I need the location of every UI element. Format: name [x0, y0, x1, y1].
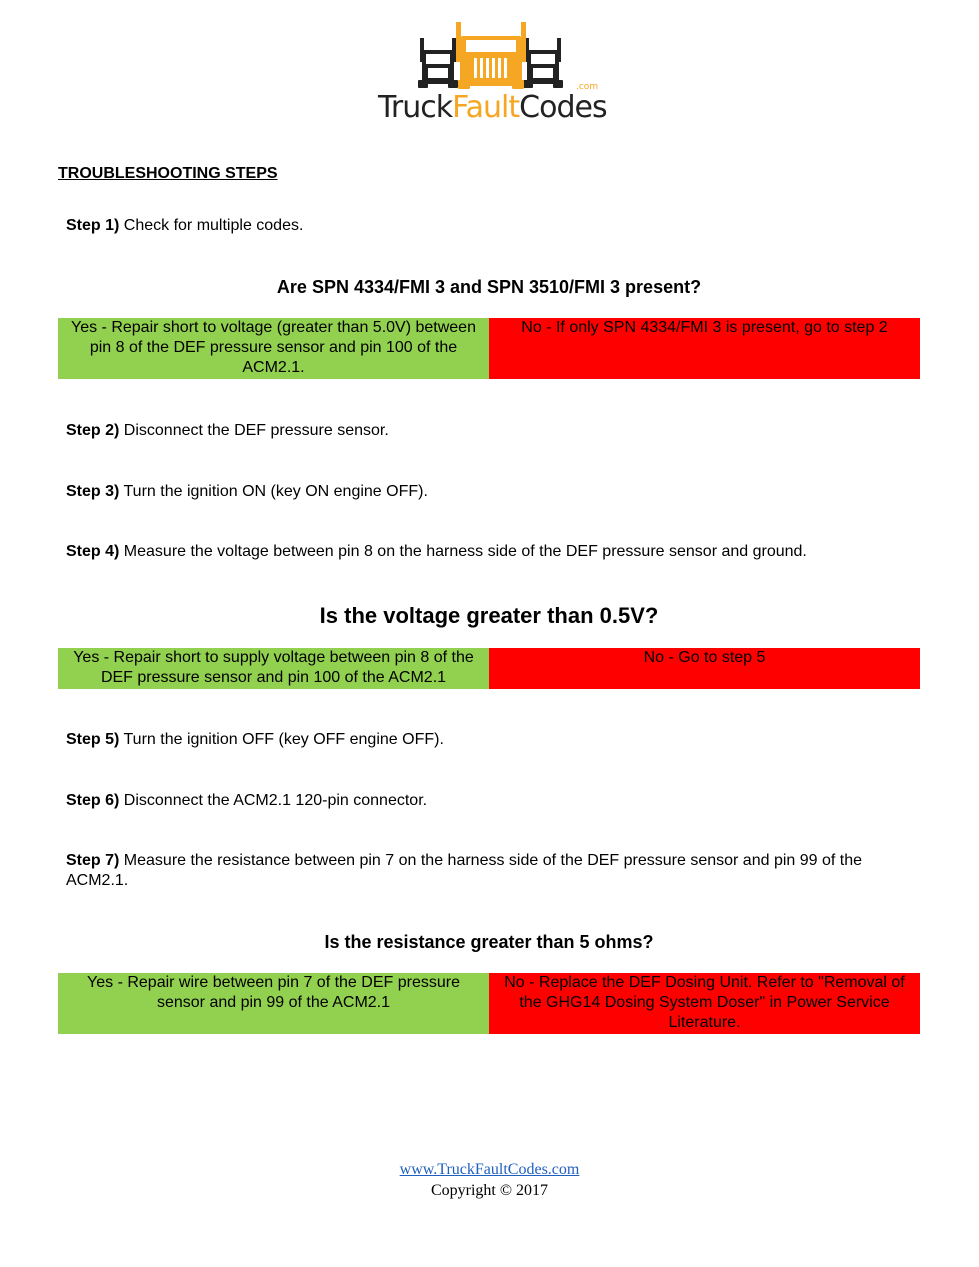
answer-no-3: No - Replace the DEF Dosing Unit. Refer to "Removal of the GHG14 Dosing System Doser" in Power Service Literature.	[489, 973, 920, 1034]
step-2: Step 2) Disconnect the DEF pressure sensor.	[66, 422, 389, 439]
step-4: Step 4) Measure the voltage between pin 8 on the harness side of the DEF pressure sensor and ground.	[66, 543, 807, 560]
logo-wordmark: TruckFaultCodes	[378, 90, 607, 125]
question-2: Is the voltage greater than 0.5V?	[319, 603, 659, 628]
answer-no-2: No - Go to step 5	[489, 648, 920, 689]
answer-yes-2: Yes - Repair short to supply voltage between pin 8 of the DEF pressure sensor and pin 100 of the ACM2.1	[58, 648, 489, 689]
step-6: Step 6) Disconnect the ACM2.1 120-pin connector.	[66, 792, 428, 809]
section-heading: TROUBLESHOOTING STEPS	[58, 165, 278, 182]
step-3: Step 3) Turn the ignition ON (key ON engine OFF).	[66, 483, 428, 500]
answer-row-1	[58, 318, 920, 379]
answer-row-2	[58, 648, 920, 689]
answer-yes-3: Yes - Repair wire between pin 7 of the DEF pressure sensor and pin 99 of the ACM2.1	[58, 973, 489, 1034]
question-3: Is the resistance greater than 5 ohms?	[324, 932, 654, 952]
answer-row-3	[58, 973, 920, 1034]
footer-website-link[interactable]: www.TruckFaultCodes.com	[399, 1161, 580, 1178]
question-1: Are SPN 4334/FMI 3 and SPN 3510/FMI 3 present?	[276, 277, 702, 297]
truck-fault-codes-logo	[378, 18, 607, 130]
footer-copyright: Copyright © 2017	[430, 1182, 549, 1199]
step-5: Step 5) Turn the ignition OFF (key OFF engine OFF).	[66, 731, 444, 748]
truck-icon	[378, 18, 603, 90]
step-1: Step 1) Check for multiple codes.	[66, 217, 304, 234]
logo-suffix: .com	[576, 82, 599, 92]
answer-yes-1: Yes - Repair short to voltage (greater than 5.0V) between pin 8 of the DEF pressure sensor and pin 100 of the ACM2.1.	[58, 318, 489, 379]
step-7: Step 7) Measure the resistance between pin 7 on the harness side of the DEF pressure sensor and pin 99 of the ACM2.1.	[66, 852, 863, 889]
answer-no-1: No - If only SPN 4334/FMI 3 is present, go to step 2	[489, 318, 920, 379]
